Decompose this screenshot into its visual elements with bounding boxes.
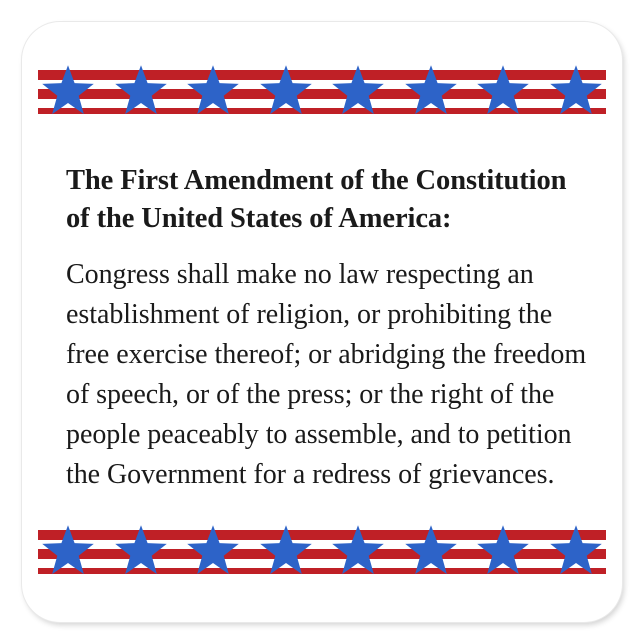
star-icon — [258, 523, 314, 579]
star-icon — [548, 63, 604, 119]
star-icon — [40, 523, 96, 579]
decorative-band-top — [38, 62, 606, 120]
star-icon — [113, 63, 169, 119]
star-icon — [403, 63, 459, 119]
document-body: Congress shall make no law respecting an establishment of religion, or prohibiting the free exercise thereof; or abridging the freedom of speech, or of the press; or the right of the people peaceably to assemble, and to petition the Government for a redress of grievances. — [66, 259, 587, 490]
star-icon — [40, 63, 96, 119]
star-icon — [403, 523, 459, 579]
star-row-top — [38, 62, 606, 120]
star-icon — [475, 63, 531, 119]
sticker-card — [22, 22, 622, 622]
document-heading: The First Amendment of the Constitution of the United States of America: — [66, 165, 567, 234]
star-row-bottom — [38, 522, 606, 580]
star-icon — [113, 523, 169, 579]
document-text-block — [66, 162, 590, 495]
star-icon — [185, 523, 241, 579]
decorative-band-bottom — [38, 522, 606, 580]
star-icon — [330, 63, 386, 119]
star-icon — [548, 523, 604, 579]
star-icon — [330, 523, 386, 579]
star-icon — [475, 523, 531, 579]
star-icon — [185, 63, 241, 119]
star-icon — [258, 63, 314, 119]
